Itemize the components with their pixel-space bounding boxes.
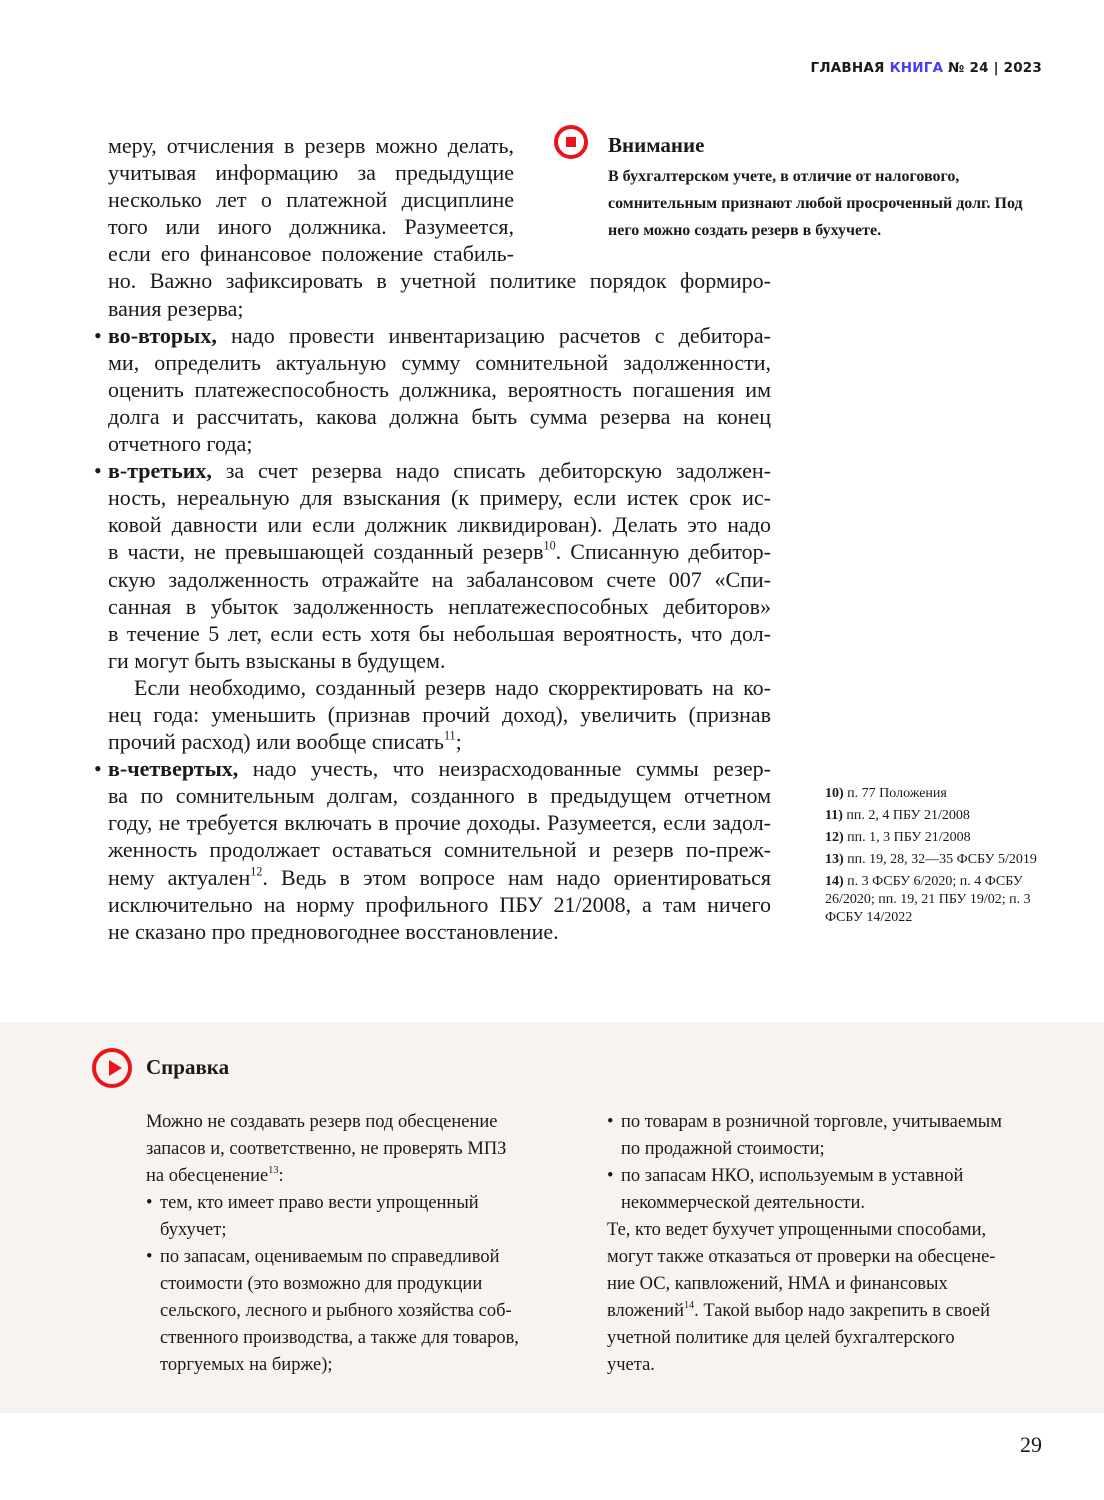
line-text: запасов и, соответственно, не проверять МПЗ	[146, 1139, 507, 1159]
line-text: по продажной стоимости;	[621, 1139, 825, 1159]
bold-lead: в-третьих,	[108, 458, 212, 484]
line-text: на обесценение	[146, 1166, 269, 1186]
line-text: в течение 5 лет, если есть хотя бы небольшая вероятность, что дол-	[108, 620, 771, 646]
text-line	[108, 430, 771, 457]
line-text: . Ведь в этом вопросе нам надо ориентироваться	[262, 864, 771, 890]
line-text: прочий расход) или вообще списать	[108, 729, 444, 755]
line-text: надо провести инвентаризацию расчетов с дебитора-	[216, 322, 771, 348]
text-line	[108, 295, 771, 322]
line-text: году, не требуется включать в прочие доходы. Разумеется, если задол-	[108, 810, 771, 836]
text-line	[108, 132, 514, 159]
bold-lead: в-четвертых,	[108, 756, 239, 782]
attention-body: В бухгалтерском учете, в отличие от налогового, сомнительным признают любой просроченный долг. Под него можно создать резерв в бухучете.	[608, 168, 1023, 239]
footnote-number: 11)	[825, 808, 843, 823]
text-line	[108, 836, 771, 863]
text-line	[108, 240, 514, 267]
line-text: ственного производства, а также для товаров,	[160, 1328, 519, 1348]
text-line	[607, 1217, 1047, 1244]
line-text: отчетного года;	[108, 431, 253, 457]
line-text: Можно не создавать резерв под обесценение	[146, 1112, 498, 1132]
line-text: надо учесть, что неизрасходованные суммы резер-	[238, 756, 771, 782]
line-text: ние ОС, капвложений, НМА и финансовых	[607, 1274, 948, 1294]
line-text: оценить платежеспособность должника, вероятность погашения им	[108, 376, 771, 402]
text-line	[108, 701, 771, 728]
line-text: тем, кто имеет право вести упрощенный	[160, 1193, 479, 1213]
footnote-number: 14)	[825, 874, 844, 889]
text-line	[146, 1244, 566, 1271]
bullet-icon: •	[146, 1193, 153, 1213]
reference-box	[0, 1022, 1104, 1413]
text-line	[607, 1271, 1047, 1298]
line-text: но. Важно зафиксировать в учетной политике порядок формиро-	[108, 268, 771, 294]
running-header	[811, 60, 1042, 76]
footnote-number: 13)	[825, 852, 844, 867]
footnote-ref: 10	[543, 538, 556, 553]
line-text: исключительно на норму профильного ПБУ 21/2008, а там ничего	[108, 891, 771, 917]
text-line	[607, 1190, 1047, 1217]
line-text: меру, отчисления в резерв можно делать,	[108, 133, 514, 158]
text-line	[94, 755, 771, 782]
line-text: за счет резерва надо списать дебиторскую задолжен-	[211, 458, 771, 484]
footnote-text: пп. 1, 3 ПБУ 21/2008	[847, 830, 971, 845]
text-line	[108, 620, 771, 647]
line-text: некоммерческой деятельности.	[621, 1193, 866, 1213]
play-icon	[92, 1048, 132, 1088]
footnote	[825, 829, 1045, 847]
line-text: несколько лет о платежной дисциплине	[108, 187, 514, 213]
text-line	[108, 809, 771, 836]
footnote-number: 12)	[825, 830, 844, 845]
line-text: того или иного должника. Разумеется,	[108, 214, 514, 240]
text-line	[108, 674, 771, 701]
page-number: 29	[1020, 1432, 1042, 1457]
text-line	[146, 1163, 566, 1190]
text-line	[607, 1136, 1047, 1163]
footnote	[825, 807, 1045, 825]
text-line	[607, 1298, 1047, 1325]
footnote	[825, 785, 1045, 803]
line-text: нему актуален	[108, 864, 251, 890]
line-text: женность продолжает оставаться сомнительной и резерв по-преж-	[108, 837, 771, 863]
text-line	[108, 349, 771, 376]
footnote	[825, 851, 1045, 869]
brand-name-accent: КНИГА	[889, 60, 944, 76]
line-text: ва по сомнительным долгам, созданного в предыдущем отчетном	[108, 783, 771, 809]
text-line	[146, 1217, 566, 1244]
line-text: нец года: уменьшить (признав прочий доход), увеличить (признав	[108, 701, 771, 727]
reference-right-column	[607, 1109, 1047, 1379]
text-line	[146, 1352, 566, 1379]
line-text: учетной политике для целей бухгалтерского	[607, 1328, 955, 1348]
line-text: . Такой выбор надо закрепить в своей	[694, 1301, 991, 1321]
line-text: по запасам НКО, используемым в уставной	[621, 1166, 964, 1186]
text-line	[108, 376, 771, 403]
line-text: учета.	[607, 1355, 655, 1375]
text-line	[607, 1325, 1047, 1352]
line-text: торгуемых на бирже);	[160, 1355, 333, 1375]
line-text: вложений	[607, 1301, 684, 1321]
text-line	[108, 159, 514, 186]
text-line	[108, 511, 771, 538]
line-text: ;	[455, 729, 462, 755]
footnote	[825, 873, 1045, 927]
text-line	[146, 1109, 566, 1136]
line-text: если его финансовое положение стабиль-	[108, 241, 514, 267]
line-text: санная в убыток задолженность неплатежеспособных дебиторов»	[108, 593, 771, 619]
line-text: по товарам в розничной торговле, учитываемым	[621, 1112, 1002, 1132]
line-text: вания резерва;	[108, 295, 244, 321]
text-line	[108, 593, 771, 620]
bullet-icon: •	[607, 1112, 614, 1132]
text-line	[108, 647, 771, 674]
text-line	[108, 267, 771, 294]
footnote-text: пп. 19, 28, 32—35 ФСБУ 5/2019	[847, 852, 1037, 867]
line-text: бухучет;	[160, 1220, 227, 1240]
text-line	[108, 213, 514, 240]
text-line	[607, 1163, 1047, 1190]
attention-title: Внимание	[608, 133, 705, 157]
text-line	[607, 1352, 1047, 1379]
text-line	[607, 1244, 1047, 1271]
issue-number: № 24 | 2023	[948, 60, 1042, 76]
line-text: сельского, лесного и рыбного хозяйства соб-	[160, 1301, 512, 1321]
stop-icon	[554, 125, 588, 159]
footnote-ref: 11	[443, 728, 456, 743]
bold-lead: во-вторых,	[108, 322, 217, 348]
text-line	[607, 1109, 1047, 1136]
line-text: :	[278, 1166, 284, 1186]
text-line	[108, 403, 771, 430]
text-line	[146, 1190, 566, 1217]
text-line	[146, 1298, 566, 1325]
line-text: ковой давности или если должник ликвидирован). Делать это надо	[108, 512, 771, 538]
text-line	[108, 186, 514, 213]
main-text	[94, 132, 771, 945]
footnote-ref: 12	[250, 863, 263, 878]
bullet-icon: •	[146, 1247, 153, 1267]
line-text: долга и рассчитать, какова должна быть сумма резерва на конец	[108, 403, 771, 429]
brand-name: ГЛАВНАЯ	[810, 60, 885, 76]
line-text: стоимости (это возможно для продукции	[160, 1274, 483, 1294]
bullet-icon: •	[607, 1166, 614, 1186]
bullet-icon: •	[94, 458, 102, 484]
text-line	[146, 1271, 566, 1298]
text-line	[108, 918, 771, 945]
footnote-ref: 13	[268, 1164, 279, 1176]
footnotes	[825, 785, 1045, 931]
footnote-number: 10)	[825, 786, 844, 801]
line-text: ность, нереальную для взыскания (к примеру, если истек срок ис-	[108, 485, 771, 511]
footnote-ref: 14	[683, 1299, 695, 1311]
text-line	[108, 891, 771, 918]
footnote-text: пп. 2, 4 ПБУ 21/2008	[846, 808, 970, 823]
line-text: . Списанную дебитор-	[555, 539, 771, 565]
line-text: ми, определить актуальную сумму сомнительной задолженности,	[108, 349, 771, 375]
text-line	[146, 1136, 566, 1163]
line-text: учитывая информацию за предыдущие	[108, 160, 514, 186]
line-text: скую задолженность отражайте на забалансовом счете 007 «Спи-	[108, 566, 771, 592]
footnote-text: п. 77 Положения	[847, 786, 947, 801]
text-line	[108, 484, 771, 511]
line-text: ги могут быть взысканы в будущем.	[108, 647, 446, 673]
text-line	[146, 1325, 566, 1352]
bullet-icon: •	[94, 322, 102, 348]
reference-title: Справка	[146, 1055, 230, 1079]
text-line	[108, 728, 771, 755]
line-text: в части, не превышающей созданный резерв	[108, 539, 544, 565]
text-line	[94, 457, 771, 484]
line-text: Если необходимо, созданный резерв надо скорректировать на ко-	[134, 674, 771, 700]
footnote-text: п. 3 ФСБУ 6/2020; п. 4 ФСБУ 26/2020; пп. 19, 21 ПБУ 19/02; п. 3 ФСБУ 14/2022	[825, 874, 1031, 925]
bullet-icon: •	[94, 756, 102, 782]
line-text: по запасам, оцениваемым по справедливой	[160, 1247, 500, 1267]
text-line	[94, 322, 771, 349]
text-line	[108, 864, 771, 891]
reference-left-column	[146, 1109, 566, 1379]
text-line	[108, 538, 771, 565]
line-text: могут также отказаться от проверки на обесцене-	[607, 1247, 996, 1267]
text-line	[108, 782, 771, 809]
line-text: не сказано про предновогоднее восстановление.	[108, 918, 559, 944]
text-line	[108, 566, 771, 593]
line-text: Те, кто ведет бухучет упрощенными способами,	[607, 1220, 987, 1240]
